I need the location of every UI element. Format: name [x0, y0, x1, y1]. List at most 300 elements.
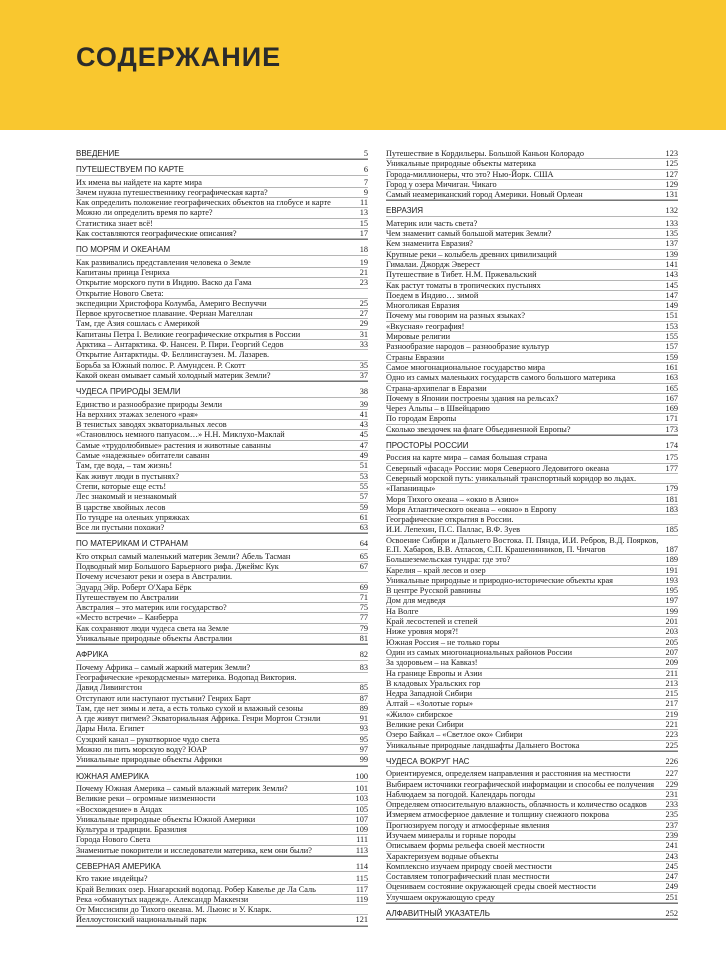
toc-entry[interactable] — [386, 363, 678, 373]
toc-entry[interactable] — [76, 874, 368, 884]
toc-entry-page: 45 — [359, 430, 368, 440]
toc-entry-page: 39 — [359, 399, 368, 409]
toc-entry-text: Лес знакомый и незнакомый — [76, 492, 177, 502]
toc-entry[interactable] — [76, 178, 368, 188]
toc-entry[interactable] — [76, 420, 368, 430]
toc-entry[interactable] — [76, 835, 368, 845]
section-heading-text: ПУТЕШЕСТВУЕМ ПО КАРТЕ — [76, 165, 184, 175]
toc-entry[interactable] — [76, 572, 368, 582]
toc-entry-page: 137 — [665, 239, 678, 249]
toc-entry-page: 75 — [359, 603, 368, 613]
toc-entry[interactable] — [76, 663, 368, 673]
toc-entry-text: Один из самых многонациональных районов России — [386, 647, 573, 657]
section-heading-page: 18 — [359, 245, 368, 255]
toc-entry-text: Уникальные природные и природно-исторические объекты края — [386, 575, 613, 585]
toc-entry-page: 47 — [359, 440, 368, 450]
toc-entry[interactable] — [386, 586, 678, 596]
toc-entry-text: Измеряем атмосферное давление и толщину снежного покрова — [386, 810, 610, 820]
toc-entry-text: Суэцкий канал – рукотворное чудо света — [76, 734, 220, 744]
toc-entry[interactable] — [76, 208, 368, 218]
toc-entry-text: Культура и традиции. Бразилия — [76, 825, 187, 835]
toc-entry-text: Почему Южная Америка – самый влажный материк Земли? — [76, 783, 288, 793]
toc-entry[interactable] — [76, 482, 368, 492]
toc-entry-page: 79 — [359, 623, 368, 633]
toc-entry[interactable] — [386, 159, 678, 169]
section-heading[interactable] — [76, 650, 368, 660]
toc-entry-page: 205 — [665, 637, 678, 647]
toc-entry[interactable] — [386, 484, 678, 494]
toc-entry-text: Самые «трудолюбивые» растения и животные саванны — [76, 440, 271, 450]
section-heading-page: 100 — [355, 771, 368, 781]
toc-entry-page: 239 — [665, 831, 678, 840]
toc-entry[interactable] — [386, 311, 678, 321]
toc-entry[interactable] — [76, 319, 368, 329]
toc-entry[interactable] — [76, 410, 368, 420]
toc-entry[interactable] — [386, 453, 678, 463]
toc-entry-text: Первое кругосветное плавание. Фернан Магеллан — [76, 309, 253, 319]
section-heading[interactable] — [76, 387, 368, 397]
toc-entry-text: Капитаны принца Генриха — [76, 267, 170, 277]
toc-entry-text: Путешествие в Кордильеры. Большой Каньон Колорадо — [386, 149, 585, 158]
toc-entry-page: 107 — [355, 814, 368, 824]
toc-entry-text: Знаменитые покорители и исследователи материка, кем они были? — [76, 845, 312, 855]
toc-entry-page: 129 — [665, 179, 678, 189]
toc-entry[interactable] — [386, 555, 678, 565]
toc-entry[interactable] — [386, 566, 678, 576]
toc-entry-page: 115 — [355, 874, 368, 884]
toc-entry-text: Какой океан омывает самый холодный материк Земли? — [76, 370, 271, 380]
toc-entry[interactable] — [76, 268, 368, 278]
toc-entry[interactable] — [76, 289, 368, 299]
toc-entry[interactable] — [76, 735, 368, 745]
toc-entry[interactable] — [386, 741, 678, 751]
toc-entry[interactable] — [76, 361, 368, 371]
section-heading[interactable] — [76, 149, 368, 159]
toc-entry-page: 119 — [355, 894, 368, 904]
toc-entry[interactable] — [76, 846, 368, 856]
toc-entry[interactable] — [386, 170, 678, 180]
toc-entry[interactable] — [76, 513, 368, 523]
toc-entry-text: «Папанинцы» — [386, 484, 436, 494]
toc-entry-text: Комплексно изучаем природу своей местности — [386, 861, 552, 871]
toc-entry-text: Капитаны Петра I. Великие географические открытия в России — [76, 329, 301, 339]
toc-entry[interactable] — [386, 219, 678, 229]
toc-entry[interactable] — [386, 730, 678, 740]
toc-entry-text: Как растут томаты в тропических пустынях — [386, 280, 541, 290]
toc-entry-page: 125 — [665, 159, 678, 169]
toc-entry-text: Недра Западной Сибири — [386, 689, 473, 699]
toc-entry-text: Можно ли определить время по карте? — [76, 208, 213, 218]
toc-entry-text: За здоровьем – на Кавказ! — [386, 658, 478, 668]
section-heading[interactable] — [386, 909, 678, 919]
toc-entry[interactable] — [386, 464, 678, 474]
toc-entry-text: Моря Тихого океана – «окно в Азию» — [386, 494, 519, 504]
toc-entry[interactable] — [76, 330, 368, 340]
toc-entry-text: По городам Европы — [386, 414, 457, 424]
toc-entry[interactable] — [386, 332, 678, 342]
toc-entry-page: 97 — [359, 745, 368, 755]
toc-entry-page: 175 — [665, 453, 678, 463]
toc-entry[interactable] — [76, 451, 368, 461]
toc-entry-page: 241 — [665, 841, 678, 851]
toc-entry[interactable] — [386, 769, 678, 779]
toc-entry-text: Освоение Сибири и Дальнего Востока. П. Пянда, И.И. Ребров, В.Д. Поярков, Е.П. Хабаров, В.В. Атласов, С.П. Крашенинников, П. Чичагов — [386, 535, 659, 554]
toc-entry[interactable] — [386, 576, 678, 586]
toc-entry[interactable] — [76, 400, 368, 410]
toc-entry-text: Открытие Нового Света: — [76, 288, 164, 298]
section-heading[interactable] — [386, 757, 678, 767]
toc-entry[interactable] — [76, 583, 368, 593]
toc-entry-text: Там, где Азия сошлась с Америкой — [76, 319, 200, 329]
toc-entry-page: 81 — [359, 634, 368, 644]
toc-entry-page: 13 — [359, 208, 368, 218]
toc-entry[interactable] — [386, 342, 678, 352]
toc-entry[interactable] — [386, 525, 678, 535]
toc-entry[interactable] — [386, 669, 678, 679]
toc-entry[interactable] — [386, 810, 678, 820]
toc-entry-page: 111 — [356, 835, 368, 845]
toc-entry-page: 133 — [665, 218, 678, 228]
toc-entry[interactable] — [386, 607, 678, 617]
toc-entry-text: Дары Нила. Египет — [76, 724, 145, 734]
toc-entry[interactable] — [386, 180, 678, 190]
toc-entry-page: 143 — [665, 270, 678, 280]
toc-entry[interactable] — [76, 472, 368, 482]
toc-entry-page: 191 — [665, 565, 678, 575]
toc-entry[interactable] — [386, 679, 678, 689]
toc-entry[interactable] — [386, 689, 678, 699]
toc-entry[interactable] — [76, 694, 368, 704]
toc-entry-page: 117 — [355, 884, 368, 894]
toc-entry-page: 225 — [665, 740, 678, 750]
toc-entry-page: 177 — [665, 463, 678, 473]
toc-entry-text: Открытие Антарктиды. Ф. Беллинсгаузен. М. Лазарев. — [76, 350, 270, 360]
toc-entry-text: Города-миллионеры, что это? Нью-Йорк. США — [386, 169, 554, 179]
toc-entry-page: 193 — [665, 575, 678, 585]
toc-section — [76, 539, 368, 645]
toc-entry[interactable] — [386, 495, 678, 505]
toc-entry[interactable] — [386, 790, 678, 800]
toc-entry[interactable] — [386, 862, 678, 872]
toc-entry-text: Их имена вы найдете на карте мира — [76, 177, 202, 187]
toc-entry[interactable] — [386, 394, 678, 404]
toc-entry-page: 9 — [363, 187, 368, 197]
toc-entry-text: Город у озера Мичиган. Чикаго — [386, 179, 497, 189]
toc-entry-page: 219 — [665, 709, 678, 719]
toc-entry[interactable] — [76, 704, 368, 714]
toc-entry-text: От Миссисипи до Тихого океана. М. Льюис и У. Кларк. — [76, 905, 272, 915]
toc-entry-page: 185 — [665, 525, 678, 535]
toc-entry[interactable] — [386, 281, 678, 291]
toc-entry-page: 53 — [359, 471, 368, 481]
toc-entry[interactable] — [386, 627, 678, 637]
toc-entry[interactable] — [76, 562, 368, 572]
toc-entry[interactable] — [386, 780, 678, 790]
toc-entry-page: 43 — [359, 420, 368, 430]
toc-entry-page: 123 — [665, 149, 678, 158]
toc-entry[interactable] — [76, 278, 368, 288]
toc-entry-page: 155 — [665, 332, 678, 342]
toc-entry-text: Северный «фасад» России: моря Северного Ледовитого океана — [386, 463, 610, 473]
toc-entry-text: Изучаем минералы и горные породы — [386, 831, 516, 840]
toc-entry[interactable] — [76, 299, 368, 309]
toc-entry[interactable] — [76, 714, 368, 724]
toc-entry-text: Выбираем источники географической информации и способы ее получения — [386, 779, 655, 789]
toc-entry[interactable] — [76, 683, 368, 693]
toc-entry[interactable] — [76, 815, 368, 825]
toc-entry[interactable] — [76, 188, 368, 198]
toc-entry-page: 209 — [665, 658, 678, 668]
toc-entry-text: Разнообразие народов – разнообразие культур — [386, 342, 550, 352]
toc-entry[interactable] — [386, 852, 678, 862]
toc-section — [76, 650, 368, 766]
toc-entry-page: 247 — [665, 872, 678, 882]
toc-entry-page: 25 — [359, 298, 368, 308]
toc-entry[interactable] — [76, 309, 368, 319]
toc-entry-page: 189 — [665, 555, 678, 565]
toc-entry-page: 213 — [665, 678, 678, 688]
toc-entry[interactable] — [386, 149, 678, 159]
toc-entry-text: Йеллоустонский национальный парк — [76, 915, 207, 925]
toc-entry[interactable] — [76, 885, 368, 895]
toc-entry-text: По тундре на оленьих упряжках — [76, 512, 190, 522]
toc-section — [76, 245, 368, 382]
toc-entry[interactable] — [76, 552, 368, 562]
toc-entry[interactable] — [386, 658, 678, 668]
toc-entry-page: 41 — [359, 409, 368, 419]
section-heading[interactable] — [386, 206, 678, 216]
toc-entry-text: Почему в Японии построены здания на рельсах? — [386, 393, 559, 403]
toc-entry-text: Кем знаменита Евразия? — [386, 239, 473, 249]
toc-entry[interactable] — [386, 536, 678, 556]
toc-entry-page: 33 — [359, 340, 368, 350]
toc-entry-text: Россия на карте мира – самая большая страна — [386, 453, 548, 463]
toc-entry[interactable] — [76, 219, 368, 229]
toc-entry-page: 49 — [359, 451, 368, 461]
toc-entry[interactable] — [386, 617, 678, 627]
toc-entry[interactable] — [76, 634, 368, 644]
toc-entry-text: Единство и разнообразие природы Земли — [76, 399, 223, 409]
toc-entry[interactable] — [386, 841, 678, 851]
toc-entry-page: 135 — [665, 229, 678, 239]
toc-entry-page: 229 — [665, 779, 678, 789]
toc-entry[interactable] — [386, 425, 678, 435]
toc-entry[interactable] — [76, 805, 368, 815]
toc-entry[interactable] — [76, 745, 368, 755]
toc-entry-text: Описываем формы рельефа своей местности — [386, 841, 545, 851]
toc-entry[interactable] — [386, 301, 678, 311]
toc-entry-page: 165 — [665, 383, 678, 393]
toc-entry[interactable] — [386, 872, 678, 882]
toc-entry-text: Можно ли пить морскую воду? ЮАР — [76, 745, 207, 755]
toc-entry-page: 187 — [665, 544, 678, 554]
toc-entry-page: 87 — [359, 693, 368, 703]
toc-entry[interactable] — [386, 720, 678, 730]
section-heading[interactable] — [76, 539, 368, 549]
toc-entry-text: Там, где вода, – там жизнь! — [76, 461, 173, 471]
toc-entry[interactable] — [76, 613, 368, 623]
toc-entry[interactable] — [386, 821, 678, 831]
toc-entry[interactable] — [76, 593, 368, 603]
toc-entry-text: Давид Ливингстон — [76, 683, 143, 693]
toc-entry-page: 245 — [665, 861, 678, 871]
toc-entry[interactable] — [76, 258, 368, 268]
toc-entry-text: Почему Африка – самый жаркий материк Земли? — [76, 662, 251, 672]
toc-section — [76, 862, 368, 927]
section-heading-page: 132 — [665, 206, 678, 216]
toc-entry-page: 113 — [355, 845, 368, 855]
section-heading[interactable] — [76, 165, 368, 175]
toc-entry-text: Многоликая Евразия — [386, 301, 460, 311]
toc-entry-page: 197 — [665, 596, 678, 606]
section-heading-text: ПРОСТОРЫ РОССИИ — [386, 441, 469, 451]
toc-section — [386, 149, 678, 201]
toc-entry[interactable] — [386, 250, 678, 260]
toc-entry-text: Определяем относительную влажность, облачность и количество осадков — [386, 800, 647, 810]
toc-entry-text: Все ли пустыни похожи? — [76, 523, 165, 533]
toc-entry-text: Алтай – «Золотые горы» — [386, 699, 473, 709]
toc-entry[interactable] — [76, 825, 368, 835]
toc-entry-text: Как развивались представления человека о Земле — [76, 257, 251, 267]
toc-entry[interactable] — [386, 404, 678, 414]
toc-left-column — [76, 149, 368, 927]
toc-entry-page: 11 — [360, 198, 368, 208]
toc-entry-page: 85 — [359, 683, 368, 693]
toc-entry[interactable] — [76, 673, 368, 683]
section-heading[interactable] — [386, 441, 678, 451]
toc-entry[interactable] — [386, 648, 678, 658]
toc-entry-page: 65 — [359, 551, 368, 561]
toc-entry-text: Статистика знает всё! — [76, 218, 153, 228]
toc-entry[interactable] — [386, 515, 678, 525]
toc-entry-text: Карелия – край лесов и озер — [386, 565, 486, 575]
toc-entry-page: 17 — [359, 229, 368, 239]
toc-entry[interactable] — [386, 322, 678, 332]
toc-entry-text: экспедиции Христофора Колумба, Америго Веспуччи — [76, 298, 267, 308]
section-heading[interactable] — [76, 862, 368, 872]
toc-entry[interactable] — [76, 794, 368, 804]
toc-entry-text: Степи, которые еще есть! — [76, 481, 167, 491]
toc-entry[interactable] — [386, 291, 678, 301]
toc-entry-page: 101 — [355, 783, 368, 793]
toc-entry[interactable] — [76, 350, 368, 360]
toc-entry-page: 235 — [665, 810, 678, 820]
toc-entry[interactable] — [76, 784, 368, 794]
toc-entry[interactable] — [76, 603, 368, 613]
toc-entry-page: 37 — [359, 370, 368, 380]
toc-entry[interactable] — [386, 353, 678, 363]
toc-entry-page: 227 — [665, 769, 678, 779]
toc-entry[interactable] — [386, 638, 678, 648]
toc-entry[interactable] — [386, 882, 678, 892]
toc-entry[interactable] — [386, 260, 678, 270]
toc-entry-text: Страны Евразии — [386, 352, 445, 362]
toc-entry-page: 93 — [359, 724, 368, 734]
toc-entry[interactable] — [76, 503, 368, 513]
toc-entry[interactable] — [386, 239, 678, 249]
toc-entry-text: Страна-архипелаг в Евразии — [386, 383, 487, 393]
toc-entry[interactable] — [386, 893, 678, 903]
toc-entry[interactable] — [76, 624, 368, 634]
section-heading-page: 6 — [363, 165, 368, 175]
toc-section — [76, 387, 368, 534]
section-heading-text: АЛФАВИТНЫЙ УКАЗАТЕЛЬ — [386, 909, 490, 919]
toc-entry-text: Географические «рекордсмены» материка. Водопад Виктория. — [76, 672, 297, 682]
toc-entry-text: Край лесостепей и степей — [386, 617, 478, 627]
toc-entry[interactable] — [386, 384, 678, 394]
toc-entry[interactable] — [386, 414, 678, 424]
toc-entry-page: 173 — [665, 424, 678, 434]
toc-entry-page: 201 — [665, 617, 678, 627]
toc-entry[interactable] — [386, 710, 678, 720]
toc-entry-text: Ниже уровня моря?! — [386, 627, 459, 637]
toc-entry-text: Оцениваем состояние окружающей среды своей местности — [386, 882, 596, 892]
toc-entry-text: Географические открытия в России. — [386, 515, 514, 525]
toc-entry[interactable] — [76, 492, 368, 502]
toc-entry-page: 121 — [355, 915, 368, 925]
toc-entry[interactable] — [76, 430, 368, 440]
toc-entry-page: 99 — [359, 755, 368, 765]
toc-entry-page: 169 — [665, 404, 678, 414]
toc-entry-text: Сколько звездочек на флаге Объединенной Европы? — [386, 424, 571, 434]
toc-entry-page: 167 — [665, 393, 678, 403]
toc-entry[interactable] — [76, 905, 368, 915]
toc-entry[interactable] — [386, 270, 678, 280]
toc-entry-text: Подводный мир Большого Барьерного рифа. Джеймс Кук — [76, 561, 279, 571]
toc-entry[interactable] — [76, 461, 368, 471]
toc-entry[interactable] — [76, 523, 368, 533]
toc-entry[interactable] — [386, 373, 678, 383]
section-heading-text: ПО МАТЕРИКАМ И СТРАНАМ — [76, 539, 189, 549]
section-heading[interactable] — [76, 772, 368, 782]
toc-entry-page: 231 — [665, 789, 678, 799]
toc-entry[interactable] — [386, 699, 678, 709]
toc-entry-text: Уникальные природные объекты Африки — [76, 755, 222, 765]
toc-entry[interactable] — [76, 198, 368, 208]
toc-entry-text: Уникальные природные объекты материка — [386, 159, 536, 169]
toc-entry[interactable] — [386, 596, 678, 606]
toc-entry-page: 153 — [665, 321, 678, 331]
toc-entry[interactable] — [76, 724, 368, 734]
toc-entry-page: 179 — [665, 484, 678, 494]
toc-entry[interactable] — [76, 441, 368, 451]
toc-entry[interactable] — [386, 229, 678, 239]
toc-entry[interactable] — [76, 229, 368, 239]
toc-entry-page: 183 — [665, 504, 678, 514]
toc-entry-text: На границе Европы и Азии — [386, 668, 483, 678]
toc-entry-page: 89 — [359, 703, 368, 713]
toc-entry[interactable] — [386, 474, 678, 484]
toc-entry[interactable] — [76, 340, 368, 350]
toc-entry[interactable] — [76, 755, 368, 765]
toc-entry-page: 251 — [665, 892, 678, 902]
toc-entry-text: Кто открыл самый маленький материк Земли? Абель Тасман — [76, 551, 291, 561]
toc-entry-text: Через Альпы – в Швейцарию — [386, 404, 490, 414]
toc-entry[interactable] — [386, 800, 678, 810]
toc-entry-text: Составляем топографический план местности — [386, 872, 550, 882]
toc-entry[interactable] — [76, 895, 368, 905]
toc-entry[interactable] — [386, 190, 678, 200]
toc-entry-text: Крупные реки – колыбель древних цивилизаций — [386, 249, 557, 259]
toc-entry-page: 71 — [359, 592, 368, 602]
toc-entry[interactable] — [386, 831, 678, 841]
toc-entry[interactable] — [76, 915, 368, 925]
section-heading[interactable] — [76, 245, 368, 255]
toc-entry-page: 15 — [359, 218, 368, 228]
toc-entry[interactable] — [386, 505, 678, 515]
toc-entry[interactable] — [76, 371, 368, 381]
toc-entry-text: Поедем в Индию… зимой — [386, 290, 479, 300]
